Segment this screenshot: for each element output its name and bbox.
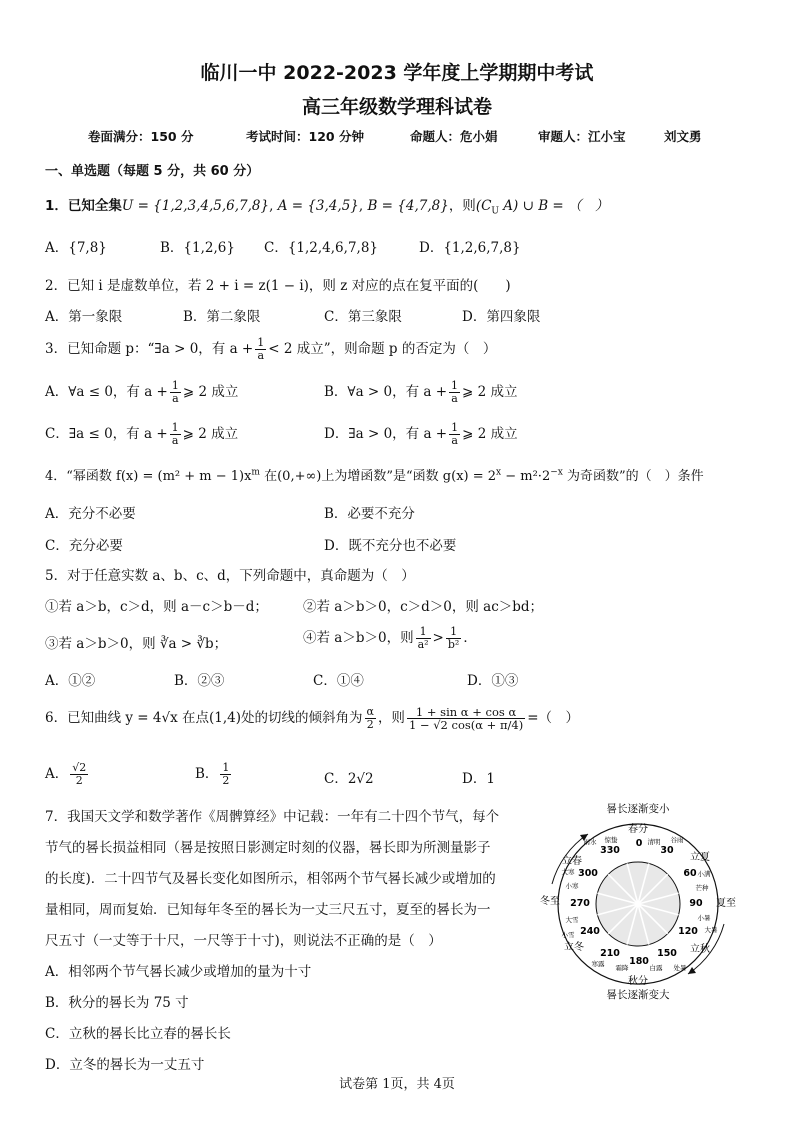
q4-option-c: C．充分必要 bbox=[45, 538, 123, 554]
q5-statement-2: ②若 a＞b＞0，c＞d＞0，则 ac＞bd； bbox=[303, 599, 544, 615]
full-score: 卷面满分：150 分 bbox=[88, 129, 194, 144]
q6-option-c: C．2√2 bbox=[324, 771, 374, 787]
exam-subtitle: 高三年级数学理科试卷 bbox=[301, 96, 492, 118]
q2-option-d: D．第四象限 bbox=[462, 309, 541, 325]
term-bailu: 白露 bbox=[649, 964, 663, 972]
term-guyu: 谷雨 bbox=[670, 836, 684, 844]
val-300: 300 bbox=[578, 868, 598, 879]
q7-option-a: A．相邻两个节气晷长减少或增加的量为十寸 bbox=[45, 964, 312, 980]
figure-bottom-caption: 晷长逐渐变大 bbox=[606, 989, 670, 1001]
page-footer: 试卷第 1页，共 4页 bbox=[339, 1077, 455, 1092]
q6-option-d: D．1 bbox=[462, 771, 495, 787]
question-5: 5．对于任意实数 a、b、c、d，下列命题中，真命题为（ ） bbox=[45, 568, 415, 584]
question-6: 6．已知曲线 y = 4√x 在点(1,4)处的切线的倾斜角为 $\frac{\alpha}{2}$ ，则 $\frac{\text{1 + sin α + cos α}}{1 - √2 \cos(\alpha + \pi/4)}$ =（ ） bbox=[45, 705, 580, 732]
term-dashu: 大暑 bbox=[704, 926, 718, 934]
q6-option-a: A． $\frac{√2}{2}$ bbox=[45, 761, 87, 787]
reviewer: 审题人：江小宝 bbox=[538, 129, 626, 144]
question-7-line-3: 的长度)．二十四节气及晷长变化如图所示，相邻两个节气晷长减少或增加的 bbox=[45, 871, 496, 887]
val-240: 240 bbox=[580, 926, 600, 937]
figure-top-caption: 晷长逐渐变小 bbox=[606, 803, 670, 815]
term-mangzhong: 芒种 bbox=[695, 884, 709, 892]
q5-statement-1: ①若 a＞b，c＞d，则 a－c＞b－d； bbox=[45, 599, 268, 615]
term-dahan: 大寒 bbox=[561, 868, 575, 876]
q3-option-a: A．∀a ≤ 0，有 a + $\frac{1}{a}$ ⩾ 2 成立 bbox=[45, 379, 239, 405]
q1-option-c: C．{1,2,4,6,7,8} bbox=[264, 240, 378, 256]
term-xiaohan: 小寒 bbox=[565, 882, 579, 890]
val-210: 210 bbox=[600, 948, 620, 959]
q4-option-b: B．必要不充分 bbox=[324, 506, 415, 522]
val-150: 150 bbox=[657, 948, 677, 959]
q7-option-c: C．立秋的晷长比立春的晷长长 bbox=[45, 1026, 231, 1042]
term-winter: 冬至 bbox=[540, 896, 560, 907]
question-3: 3．已知命题 p：“∃a > 0，有 a + $\frac{1}{a}$ < 2 成立”，则命题 p 的否定为（ ） bbox=[45, 336, 497, 362]
question-7-line-2: 节气的晷长损益相同（晷是按照日影测定时刻的仪器，晷长即为所测量影子 bbox=[45, 840, 491, 856]
q7-option-d: D．立冬的晷长为一丈五寸 bbox=[45, 1057, 205, 1073]
term-daxue: 大雪 bbox=[565, 916, 579, 924]
q2-option-c: C．第三象限 bbox=[324, 309, 402, 325]
q1-option-d: D．{1,2,6,7,8} bbox=[419, 240, 521, 256]
q2-option-b: B．第二象限 bbox=[183, 309, 261, 325]
question-4: 4．“幂函数 $f(x) = (m^2 + m - 1)x^m$ 在(0,+∞)上为增函数”是“函数 $g(x) = 2^x - m^2\cdot 2^{-x}$ 为奇函数”的（ ）条件 bbox=[45, 467, 704, 484]
term-jingzhe: 惊蛰 bbox=[604, 836, 618, 844]
sundial-wheel bbox=[596, 862, 680, 946]
exam-title: 临川一中 2022-2023 学年度上学期期中考试 bbox=[200, 62, 594, 84]
question-7-line-5: 尺五寸（一丈等于十尺，一尺等于十寸)，则说法不正确的是（ ） bbox=[45, 933, 442, 949]
term-liqiu: 立秋 bbox=[690, 944, 710, 955]
q7-option-b: B．秋分的晷长为 75 寸 bbox=[45, 995, 189, 1011]
term-xiaoxue: 小雪 bbox=[561, 931, 575, 939]
term-hanlu: 寒露 bbox=[591, 960, 605, 968]
term-chushu: 处暑 bbox=[673, 964, 687, 972]
exam-time: 考试时间：120 分钟 bbox=[246, 129, 364, 144]
val-330: 330 bbox=[600, 845, 620, 856]
term-shuangjiang: 霜降 bbox=[615, 964, 629, 972]
q5-option-d: D．①③ bbox=[467, 673, 519, 689]
term-lichun: 立春 bbox=[562, 856, 582, 867]
q4-option-d: D．既不充分也不必要 bbox=[324, 538, 457, 554]
q3-option-d: D．∃a > 0，有 a + $\frac{1}{a}$ ⩾ 2 成立 bbox=[324, 421, 518, 447]
arrow-head-right bbox=[688, 967, 696, 974]
term-lixia: 立夏 bbox=[690, 852, 710, 863]
question-2: 2．已知 i 是虚数单位，若 2 + i = z(1 − i)，则 z 对应的点在复平面的( ) bbox=[45, 278, 511, 294]
term-qingming: 清明 bbox=[647, 838, 661, 846]
term-xiaoshu: 小暑 bbox=[697, 914, 711, 922]
question-7-line-4: 量相同，周而复始．已知每年冬至的晷长为一丈三尺五寸，夏至的晷长为一 bbox=[45, 902, 491, 918]
val-120: 120 bbox=[678, 926, 698, 937]
reviewer-2: 刘文勇 bbox=[664, 129, 702, 144]
val-30: 30 bbox=[660, 845, 674, 856]
term-yushui: 雨水 bbox=[583, 838, 597, 846]
q4-option-a: A．充分不必要 bbox=[45, 506, 136, 522]
question-1: 1．已知全集U = {1,2,3,4,5,6,7,8}, A = {3,4,5}, B = {4,7,8}，则($C_U$ A) ∪ B = （ ） bbox=[45, 198, 609, 217]
q1-option-b: B．{1,2,6} bbox=[160, 240, 235, 256]
q5-option-c: C．①④ bbox=[313, 673, 364, 689]
section-heading: 一、单选题（每题 5 分，共 60 分） bbox=[45, 164, 260, 179]
solar-terms-figure bbox=[530, 798, 746, 1008]
q3-option-b: B．∀a > 0，有 a + $\frac{1}{a}$ ⩾ 2 成立 bbox=[324, 379, 518, 405]
q5-option-b: B．②③ bbox=[174, 673, 225, 689]
val-270: 270 bbox=[570, 898, 590, 909]
q6-option-b: B． $\frac{1}{2}$ bbox=[195, 761, 230, 787]
term-lidong: 立冬 bbox=[564, 942, 584, 953]
term-spring: 春分 bbox=[628, 824, 648, 835]
val-0: 0 bbox=[635, 838, 643, 849]
question-7-line-1: 7．我国天文学和数学著作《周髀算经》中记载：一年有二十四个节气，每个 bbox=[45, 809, 500, 825]
val-90: 90 bbox=[689, 898, 703, 909]
q1-option-a: A．{7,8} bbox=[45, 240, 107, 256]
val-60: 60 bbox=[683, 868, 697, 879]
q5-statement-3: ③若 a＞b＞0，则 ∛a > ∛b； bbox=[45, 636, 228, 652]
term-summer: 夏至 bbox=[716, 898, 736, 909]
term-xiaoman: 小满 bbox=[697, 870, 711, 878]
q5-option-a: A．①② bbox=[45, 673, 96, 689]
q5-statement-4: ④若 a＞b＞0，则 $\frac{1}{\text{a²}}$ > $\frac{1}{\text{b²}}$ ． bbox=[303, 625, 477, 651]
q2-option-a: A．第一象限 bbox=[45, 309, 123, 325]
author: 命题人：危小娟 bbox=[410, 129, 498, 144]
term-autumn: 秋分 bbox=[628, 976, 648, 987]
val-180: 180 bbox=[629, 956, 649, 967]
q3-option-c: C．∃a ≤ 0，有 a + $\frac{1}{a}$ ⩾ 2 成立 bbox=[45, 421, 239, 447]
